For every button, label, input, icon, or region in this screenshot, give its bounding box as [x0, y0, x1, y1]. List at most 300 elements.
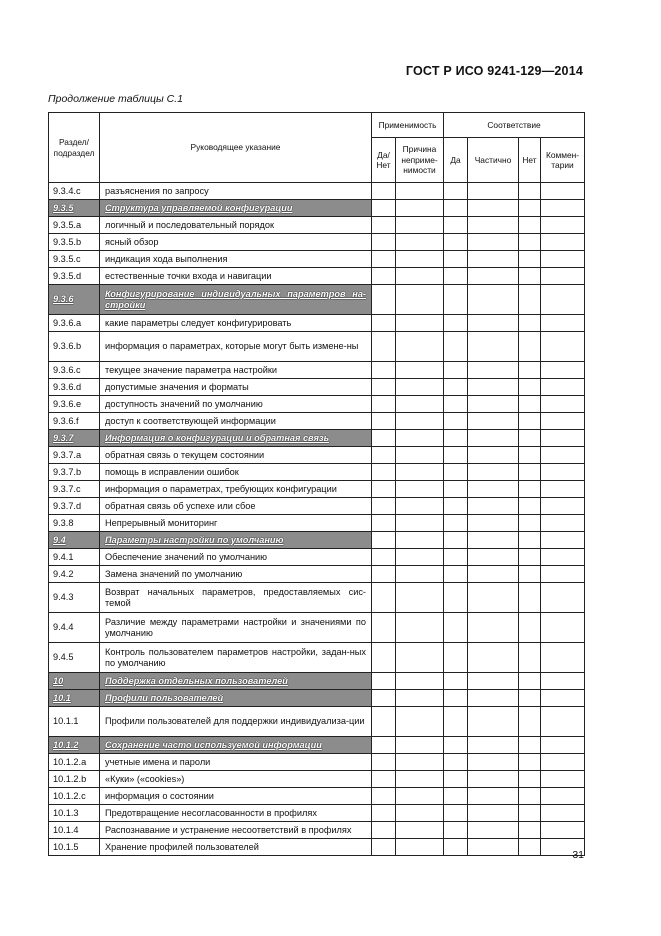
cell-yes[interactable]: [444, 805, 468, 822]
cell-yes-no[interactable]: [372, 707, 396, 737]
cell-reason[interactable]: [396, 707, 444, 737]
cell-comments[interactable]: [541, 788, 585, 805]
row-instruction: ясный обзор: [100, 234, 372, 251]
row-section-code: 9.3.7.c: [49, 481, 100, 498]
cell-yes-no[interactable]: [372, 788, 396, 805]
cell-no[interactable]: [519, 690, 541, 707]
cell-comments[interactable]: [541, 396, 585, 413]
cell-reason[interactable]: [396, 251, 444, 268]
row-instruction: Информация о конфигурации и обратная связь: [100, 430, 372, 447]
cell-partial[interactable]: [468, 690, 519, 707]
cell-reason[interactable]: [396, 515, 444, 532]
cell-reason[interactable]: [396, 396, 444, 413]
row-instruction: Замена значений по умолчанию: [100, 566, 372, 583]
row-instruction: Сохранение часто используемой информации: [100, 737, 372, 754]
row-instruction: «Куки» («cookies»): [100, 771, 372, 788]
cell-no[interactable]: [519, 498, 541, 515]
row-instruction: логичный и последовательный порядок: [100, 217, 372, 234]
cell-no[interactable]: [519, 464, 541, 481]
cell-reason[interactable]: [396, 217, 444, 234]
cell-partial[interactable]: [468, 251, 519, 268]
cell-yes-no[interactable]: [372, 251, 396, 268]
cell-partial[interactable]: [468, 430, 519, 447]
cell-comments[interactable]: [541, 200, 585, 217]
row-section-code: 10.1.2: [49, 737, 100, 754]
cell-reason[interactable]: [396, 234, 444, 251]
row-section-code: 9.3.6.b: [49, 332, 100, 362]
cell-reason[interactable]: [396, 549, 444, 566]
row-section-code: 10.1.2.c: [49, 788, 100, 805]
cell-yes-no[interactable]: [372, 839, 396, 856]
header-reason: Причина неприме- нимости: [396, 138, 444, 183]
row-section-code: 9.3.6.e: [49, 396, 100, 413]
cell-yes-no[interactable]: [372, 583, 396, 613]
cell-partial[interactable]: [468, 643, 519, 673]
page-number: 31: [572, 849, 584, 861]
cell-partial[interactable]: [468, 707, 519, 737]
row-instruction: Параметры настройки по умолчанию: [100, 532, 372, 549]
cell-yes-no[interactable]: [372, 771, 396, 788]
cell-partial[interactable]: [468, 379, 519, 396]
cell-partial[interactable]: [468, 217, 519, 234]
row-instruction: информация о параметрах, которые могут быть измене-ны: [100, 332, 372, 362]
row-instruction: помощь в исправлении ошибок: [100, 464, 372, 481]
cell-yes[interactable]: [444, 379, 468, 396]
cell-yes[interactable]: [444, 690, 468, 707]
table-row: [49, 332, 585, 362]
row-section-code: 9.3.7.b: [49, 464, 100, 481]
row-section-code: 9.4.5: [49, 643, 100, 673]
table-row: [49, 643, 585, 673]
table-row: [49, 315, 585, 332]
cell-partial[interactable]: [468, 805, 519, 822]
cell-no[interactable]: [519, 788, 541, 805]
cell-reason[interactable]: [396, 583, 444, 613]
cell-no[interactable]: [519, 183, 541, 200]
table-row: [49, 217, 585, 234]
cell-yes[interactable]: [444, 285, 468, 315]
cell-yes[interactable]: [444, 413, 468, 430]
cell-partial[interactable]: [468, 613, 519, 643]
cell-no[interactable]: [519, 673, 541, 690]
cell-comments[interactable]: [541, 707, 585, 737]
cell-partial[interactable]: [468, 583, 519, 613]
cell-no[interactable]: [519, 251, 541, 268]
table-row: [49, 362, 585, 379]
table-row: [49, 673, 585, 690]
cell-no[interactable]: [519, 447, 541, 464]
cell-no[interactable]: [519, 549, 541, 566]
row-instruction: доступность значений по умолчанию: [100, 396, 372, 413]
cell-yes-no[interactable]: [372, 413, 396, 430]
cell-reason[interactable]: [396, 464, 444, 481]
cell-reason[interactable]: [396, 362, 444, 379]
row-section-code: 9.4.2: [49, 566, 100, 583]
cell-partial[interactable]: [468, 200, 519, 217]
row-instruction: допустимые значения и форматы: [100, 379, 372, 396]
row-section-code: 9.3.8: [49, 515, 100, 532]
cell-reason[interactable]: [396, 690, 444, 707]
cell-yes[interactable]: [444, 251, 468, 268]
row-instruction: обратная связь о текущем состоянии: [100, 447, 372, 464]
row-instruction: текущее значение параметра настройки: [100, 362, 372, 379]
table-row: [49, 771, 585, 788]
cell-no[interactable]: [519, 396, 541, 413]
cell-yes-no[interactable]: [372, 315, 396, 332]
row-section-code: 9.3.6.d: [49, 379, 100, 396]
cell-yes[interactable]: [444, 481, 468, 498]
cell-no[interactable]: [519, 268, 541, 285]
cell-partial[interactable]: [468, 532, 519, 549]
table-body: [49, 183, 585, 856]
cell-comments[interactable]: [541, 673, 585, 690]
row-instruction: Структура управляемой конфигурации: [100, 200, 372, 217]
table-row: [49, 515, 585, 532]
cell-yes-no[interactable]: [372, 362, 396, 379]
table-row: [49, 737, 585, 754]
cell-yes[interactable]: [444, 549, 468, 566]
cell-reason[interactable]: [396, 183, 444, 200]
cell-yes-no[interactable]: [372, 498, 396, 515]
row-section-code: 9.3.5.a: [49, 217, 100, 234]
cell-reason[interactable]: [396, 200, 444, 217]
row-instruction: Распознавание и устранение несоответствий в профилях: [100, 822, 372, 839]
cell-reason[interactable]: [396, 643, 444, 673]
cell-partial[interactable]: [468, 396, 519, 413]
row-section-code: 9.3.5.b: [49, 234, 100, 251]
table-row: [49, 430, 585, 447]
table-row: [49, 805, 585, 822]
row-instruction: Обеспечение значений по умолчанию: [100, 549, 372, 566]
row-instruction: Возврат начальных параметров, предоставляемых сис-темой: [100, 583, 372, 613]
cell-yes[interactable]: [444, 643, 468, 673]
cell-comments[interactable]: [541, 737, 585, 754]
cell-yes[interactable]: [444, 315, 468, 332]
cell-comments[interactable]: [541, 549, 585, 566]
cell-no[interactable]: [519, 754, 541, 771]
cell-yes-no[interactable]: [372, 822, 396, 839]
cell-no[interactable]: [519, 234, 541, 251]
cell-no[interactable]: [519, 200, 541, 217]
row-instruction: информация о состоянии: [100, 788, 372, 805]
cell-yes-no[interactable]: [372, 379, 396, 396]
cell-partial[interactable]: [468, 771, 519, 788]
cell-reason[interactable]: [396, 771, 444, 788]
cell-partial[interactable]: [468, 268, 519, 285]
cell-no[interactable]: [519, 217, 541, 234]
cell-yes-no[interactable]: [372, 285, 396, 315]
cell-partial[interactable]: [468, 822, 519, 839]
cell-partial[interactable]: [468, 362, 519, 379]
header-applicability: Применимость: [372, 113, 444, 138]
row-instruction: Конфигурирование индивидуальных параметров на-стройки: [100, 285, 372, 315]
cell-yes[interactable]: [444, 268, 468, 285]
row-section-code: 9.3.7: [49, 430, 100, 447]
cell-no[interactable]: [519, 532, 541, 549]
cell-reason[interactable]: [396, 315, 444, 332]
cell-comments[interactable]: [541, 805, 585, 822]
cell-reason[interactable]: [396, 673, 444, 690]
row-instruction: Различие между параметрами настройки и значениями по умолчанию: [100, 613, 372, 643]
cell-partial[interactable]: [468, 464, 519, 481]
cell-reason[interactable]: [396, 413, 444, 430]
row-instruction: индикация хода выполнения: [100, 251, 372, 268]
row-instruction: естественные точки входа и навигации: [100, 268, 372, 285]
compliance-table: [48, 112, 585, 856]
cell-no[interactable]: [519, 771, 541, 788]
cell-reason[interactable]: [396, 498, 444, 515]
header-yes-no: Да/ Нет: [372, 138, 396, 183]
cell-reason[interactable]: [396, 332, 444, 362]
cell-yes[interactable]: [444, 183, 468, 200]
cell-reason[interactable]: [396, 447, 444, 464]
row-instruction: обратная связь об успехе или сбое: [100, 498, 372, 515]
cell-reason[interactable]: [396, 754, 444, 771]
cell-partial[interactable]: [468, 515, 519, 532]
row-section-code: 9.4: [49, 532, 100, 549]
cell-comments[interactable]: [541, 234, 585, 251]
table-caption: Продолжение таблицы С.1: [48, 93, 183, 105]
cell-no[interactable]: [519, 737, 541, 754]
header-no: Нет: [519, 138, 541, 183]
cell-yes[interactable]: [444, 737, 468, 754]
cell-yes[interactable]: [444, 464, 468, 481]
cell-yes[interactable]: [444, 430, 468, 447]
cell-yes[interactable]: [444, 498, 468, 515]
cell-comments[interactable]: [541, 822, 585, 839]
row-instruction: Предотвращение несогласованности в профилях: [100, 805, 372, 822]
cell-no[interactable]: [519, 839, 541, 856]
header-instruction: Руководящее указание: [100, 113, 372, 183]
cell-yes[interactable]: [444, 217, 468, 234]
cell-yes-no[interactable]: [372, 805, 396, 822]
cell-comments[interactable]: [541, 430, 585, 447]
cell-reason[interactable]: [396, 430, 444, 447]
cell-yes-no[interactable]: [372, 613, 396, 643]
table-row: [49, 549, 585, 566]
cell-partial[interactable]: [468, 447, 519, 464]
cell-no[interactable]: [519, 613, 541, 643]
cell-partial[interactable]: [468, 566, 519, 583]
cell-partial[interactable]: [468, 788, 519, 805]
cell-yes-no[interactable]: [372, 447, 396, 464]
cell-reason[interactable]: [396, 532, 444, 549]
table-row: [49, 839, 585, 856]
cell-yes[interactable]: [444, 234, 468, 251]
cell-no[interactable]: [519, 822, 541, 839]
row-section-code: 10.1.3: [49, 805, 100, 822]
row-section-code: 10.1.2.a: [49, 754, 100, 771]
cell-yes-no[interactable]: [372, 464, 396, 481]
cell-yes[interactable]: [444, 515, 468, 532]
cell-yes[interactable]: [444, 332, 468, 362]
row-section-code: 10.1.2.b: [49, 771, 100, 788]
header-yes: Да: [444, 138, 468, 183]
cell-yes[interactable]: [444, 583, 468, 613]
cell-comments[interactable]: [541, 532, 585, 549]
cell-no[interactable]: [519, 805, 541, 822]
cell-partial[interactable]: [468, 481, 519, 498]
cell-yes-no[interactable]: [372, 673, 396, 690]
cell-partial[interactable]: [468, 413, 519, 430]
header-comments: Коммен- тарии: [541, 138, 585, 183]
cell-yes-no[interactable]: [372, 737, 396, 754]
cell-no[interactable]: [519, 643, 541, 673]
cell-yes-no[interactable]: [372, 566, 396, 583]
cell-no[interactable]: [519, 379, 541, 396]
cell-yes-no[interactable]: [372, 754, 396, 771]
cell-partial[interactable]: [468, 183, 519, 200]
cell-comments[interactable]: [541, 217, 585, 234]
cell-yes-no[interactable]: [372, 183, 396, 200]
cell-partial[interactable]: [468, 754, 519, 771]
cell-yes[interactable]: [444, 673, 468, 690]
cell-partial[interactable]: [468, 839, 519, 856]
cell-reason[interactable]: [396, 822, 444, 839]
cell-no[interactable]: [519, 515, 541, 532]
cell-yes[interactable]: [444, 532, 468, 549]
cell-comments[interactable]: [541, 251, 585, 268]
cell-yes-no[interactable]: [372, 200, 396, 217]
cell-comments[interactable]: [541, 183, 585, 200]
table-row: [49, 234, 585, 251]
cell-partial[interactable]: [468, 315, 519, 332]
row-section-code: 10: [49, 673, 100, 690]
row-section-code: 9.4.3: [49, 583, 100, 613]
cell-partial[interactable]: [468, 498, 519, 515]
cell-partial[interactable]: [468, 737, 519, 754]
row-instruction: доступ к соответствующей информации: [100, 413, 372, 430]
cell-comments[interactable]: [541, 754, 585, 771]
row-instruction: учетные имена и пароли: [100, 754, 372, 771]
cell-yes[interactable]: [444, 566, 468, 583]
table-row: [49, 200, 585, 217]
cell-reason[interactable]: [396, 379, 444, 396]
row-section-code: 10.1.4: [49, 822, 100, 839]
table-row: [49, 532, 585, 549]
cell-comments[interactable]: [541, 413, 585, 430]
cell-yes[interactable]: [444, 754, 468, 771]
cell-reason[interactable]: [396, 805, 444, 822]
row-section-code: 9.3.5: [49, 200, 100, 217]
row-instruction: разъяснения по запросу: [100, 183, 372, 200]
cell-yes[interactable]: [444, 822, 468, 839]
cell-reason[interactable]: [396, 839, 444, 856]
cell-no[interactable]: [519, 362, 541, 379]
cell-yes-no[interactable]: [372, 268, 396, 285]
cell-no[interactable]: [519, 332, 541, 362]
cell-no[interactable]: [519, 285, 541, 315]
cell-yes-no[interactable]: [372, 217, 396, 234]
table-row: [49, 268, 585, 285]
cell-comments[interactable]: [541, 498, 585, 515]
table-row: [49, 285, 585, 315]
cell-yes[interactable]: [444, 788, 468, 805]
cell-comments[interactable]: [541, 362, 585, 379]
cell-yes-no[interactable]: [372, 396, 396, 413]
row-section-code: 9.3.7.d: [49, 498, 100, 515]
cell-yes-no[interactable]: [372, 332, 396, 362]
cell-comments[interactable]: [541, 379, 585, 396]
cell-comments[interactable]: [541, 464, 585, 481]
table-row: [49, 183, 585, 200]
table-row: [49, 447, 585, 464]
cell-no[interactable]: [519, 707, 541, 737]
cell-yes[interactable]: [444, 613, 468, 643]
cell-comments[interactable]: [541, 268, 585, 285]
cell-comments[interactable]: [541, 613, 585, 643]
cell-comments[interactable]: [541, 643, 585, 673]
row-section-code: 9.3.5.d: [49, 268, 100, 285]
cell-yes[interactable]: [444, 839, 468, 856]
cell-yes[interactable]: [444, 447, 468, 464]
cell-no[interactable]: [519, 481, 541, 498]
cell-comments[interactable]: [541, 566, 585, 583]
cell-reason[interactable]: [396, 481, 444, 498]
row-instruction: Поддержка отдельных пользователей: [100, 673, 372, 690]
cell-reason[interactable]: [396, 737, 444, 754]
cell-no[interactable]: [519, 430, 541, 447]
cell-comments[interactable]: [541, 447, 585, 464]
cell-yes[interactable]: [444, 771, 468, 788]
cell-partial[interactable]: [468, 285, 519, 315]
row-section-code: 10.1.1: [49, 707, 100, 737]
row-instruction: какие параметры следует конфигурировать: [100, 315, 372, 332]
cell-comments[interactable]: [541, 315, 585, 332]
row-instruction: Контроль пользователем параметров настройки, задан-ных по умолчанию: [100, 643, 372, 673]
row-instruction: Хранение профилей пользователей: [100, 839, 372, 856]
cell-yes-no[interactable]: [372, 643, 396, 673]
cell-no[interactable]: [519, 583, 541, 613]
cell-no[interactable]: [519, 566, 541, 583]
cell-comments[interactable]: [541, 690, 585, 707]
cell-partial[interactable]: [468, 332, 519, 362]
cell-yes[interactable]: [444, 362, 468, 379]
cell-reason[interactable]: [396, 285, 444, 315]
cell-partial[interactable]: [468, 234, 519, 251]
cell-comments[interactable]: [541, 285, 585, 315]
cell-reason[interactable]: [396, 268, 444, 285]
row-instruction: Непрерывный мониторинг: [100, 515, 372, 532]
cell-partial[interactable]: [468, 673, 519, 690]
cell-comments[interactable]: [541, 481, 585, 498]
cell-partial[interactable]: [468, 549, 519, 566]
cell-yes-no[interactable]: [372, 549, 396, 566]
cell-yes-no[interactable]: [372, 234, 396, 251]
cell-comments[interactable]: [541, 515, 585, 532]
row-section-code: 9.4.1: [49, 549, 100, 566]
cell-yes[interactable]: [444, 396, 468, 413]
cell-reason[interactable]: [396, 613, 444, 643]
table-row: [49, 707, 585, 737]
cell-yes-no[interactable]: [372, 532, 396, 549]
cell-comments[interactable]: [541, 583, 585, 613]
cell-yes-no[interactable]: [372, 481, 396, 498]
cell-yes-no[interactable]: [372, 515, 396, 532]
cell-yes[interactable]: [444, 200, 468, 217]
cell-comments[interactable]: [541, 771, 585, 788]
cell-yes[interactable]: [444, 707, 468, 737]
cell-yes-no[interactable]: [372, 690, 396, 707]
cell-reason[interactable]: [396, 566, 444, 583]
cell-no[interactable]: [519, 315, 541, 332]
cell-yes-no[interactable]: [372, 430, 396, 447]
cell-no[interactable]: [519, 413, 541, 430]
cell-comments[interactable]: [541, 332, 585, 362]
table-row: [49, 690, 585, 707]
table-row: [49, 788, 585, 805]
cell-reason[interactable]: [396, 788, 444, 805]
